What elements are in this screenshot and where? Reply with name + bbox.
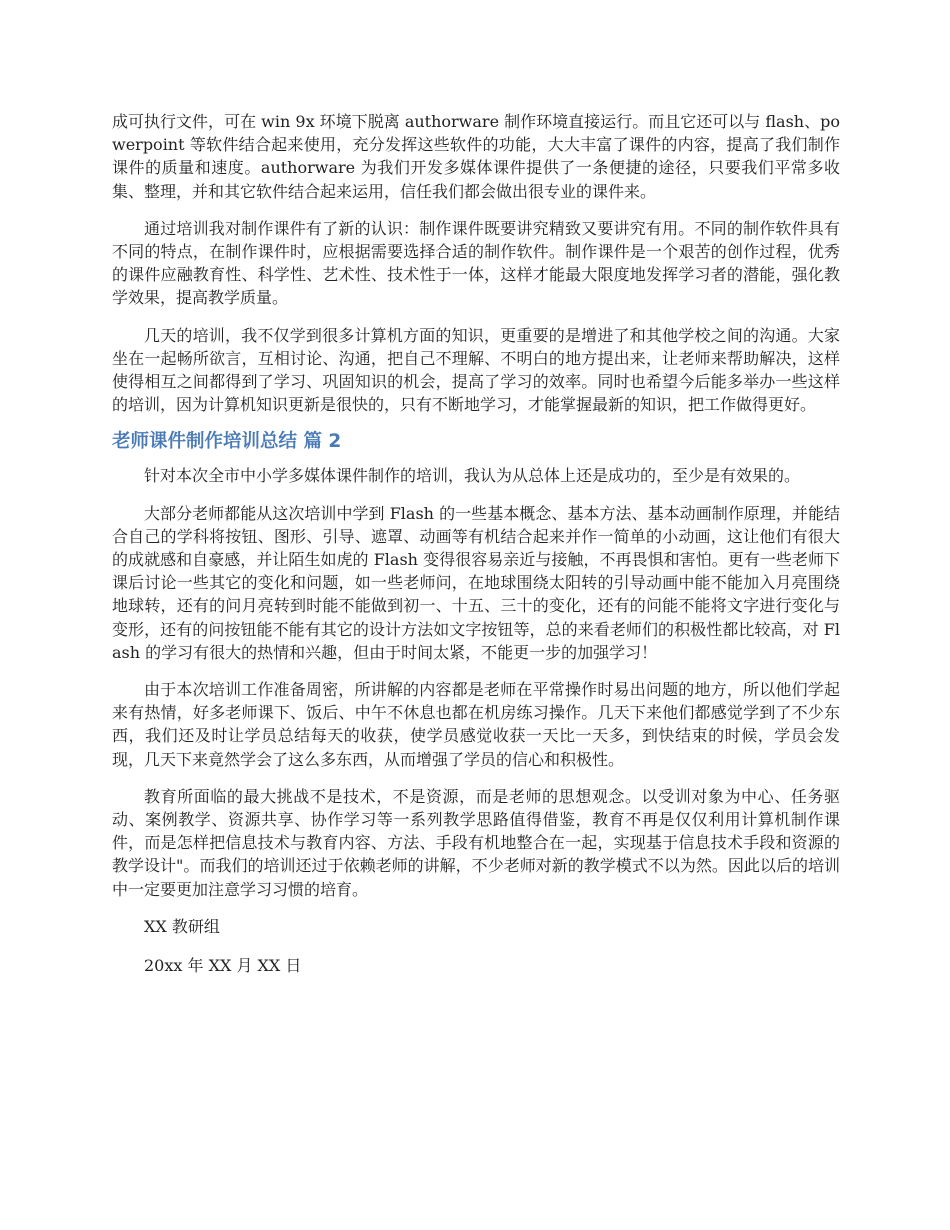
signature: XX 教研组 bbox=[144, 916, 220, 936]
document-body bbox=[112, 110, 840, 993]
paragraph-main-4: 教育所面临的最大挑战不是技术，不是资源，而是老师的思想观念。以受训对象为中心、任务驱动、案例教学、资源共享、协作学习等一系列教学思路值得借鉴，教育不再是仅仅利用计算机制作课件，而是怎样把信息技术与教育内容、方法、手段有机地整合在一起，实现基于信息技术手段和资源的教学设计"。而我们的培训还过于依赖老师的讲解，不少老师对新的教学模式不以为然。因此以后的培训中一定要更加注意学习习惯的培育。 bbox=[112, 786, 840, 899]
paragraph-intro-1: 成可执行文件，可在 win 9x 环境下脱离 authorware 制作环境直接运行。而且它还可以与 flash、powerpoint 等软件结合起来使用，充分发挥这些软件的功能，大大丰富了课件的内容，提高了我们制作课件的质量和速度。authorware 为我们开发多媒体课件提供了一条便捷的途径，只要我们平常多收集、整理，并和其它软件结合起来运用，信任我们都会做出很专业的课件来。 bbox=[112, 112, 840, 201]
paragraph-main-1: 针对本次全市中小学多媒体课件制作的培训，我认为从总体上还是成功的，至少是有效果的。 bbox=[144, 466, 801, 486]
paragraph-intro-3: 几天的培训，我不仅学到很多计算机方面的知识，更重要的是增进了和其他学校之间的沟通。大家坐在一起畅所欲言，互相讨论、沟通，把自己不理解、不明白的地方提出来，让老师来帮助解决，这样使得相互之间都得到了学习、巩固知识的机会，提高了学习的效率。同时也希望今后能多举办一些这样的培训，因为计算机知识更新是很快的，只有不断地学习，才能掌握最新的知识，把工作做得更好。 bbox=[112, 325, 840, 415]
paragraph-main-2: 大部分老师都能从这次培训中学到 Flash 的一些基本概念、基本方法、基本动画制作原理，并能结合自己的学科将按钮、图形、引导、遮罩、动画等有机结合起来并作一简单的小动画，这让他们有很大的成就感和自豪感，并让陌生如虎的 Flash 变得很容易亲近与接触，不再畏惧和害怕。更有一些老师下课后讨论一些其它的变化和问题，如一些老师问，在地球围绕太阳转的引导动画中能不能加入月亮围绕地球转，还有的问月亮转到时能不能做到初一、十五、三十的变化，还有的问能不能将文字进行变化与变形，还有的问按钮能不能有其它的设计方法如文字按钮等，总的来看老师们的积极性都比较高，对 Flash 的学习有很大的热情和兴趣，但由于时间太紧，不能更一步的加强学习！ bbox=[112, 503, 840, 662]
paragraph-main-3: 由于本次培训工作准备周密，所讲解的内容都是老师在平常操作时易出问题的地方，所以他们学起来有热情，好多老师课下、饭后、中午不休息也都在机房练习操作。几天下来他们都感觉学到了不少东西，我们还及时让学员总结每天的收获，使学员感觉收获一天比一天多，到快结束的时候，学员会发现，几天下来竟然学会了这么多东西，从而增强了学员的信心和积极性。 bbox=[112, 680, 840, 769]
paragraph-intro-2: 通过培训我对制作课件有了新的认识：制作课件既要讲究精致又要讲究有用。不同的制作软件具有不同的特点，在制作课件时，应根据需要选择合适的制作软件。制作课件是一个艰苦的创作过程，优秀的课件应融教育性、科学性、艺术性、技术性于一体，这样才能最大限度地发挥学习者的潜能，强化教学效果，提高教学质量。 bbox=[112, 218, 840, 308]
date: 20xx 年 XX 月 XX 日 bbox=[144, 956, 302, 976]
section-heading: 老师课件制作培训总结 篇 2 bbox=[112, 431, 342, 453]
